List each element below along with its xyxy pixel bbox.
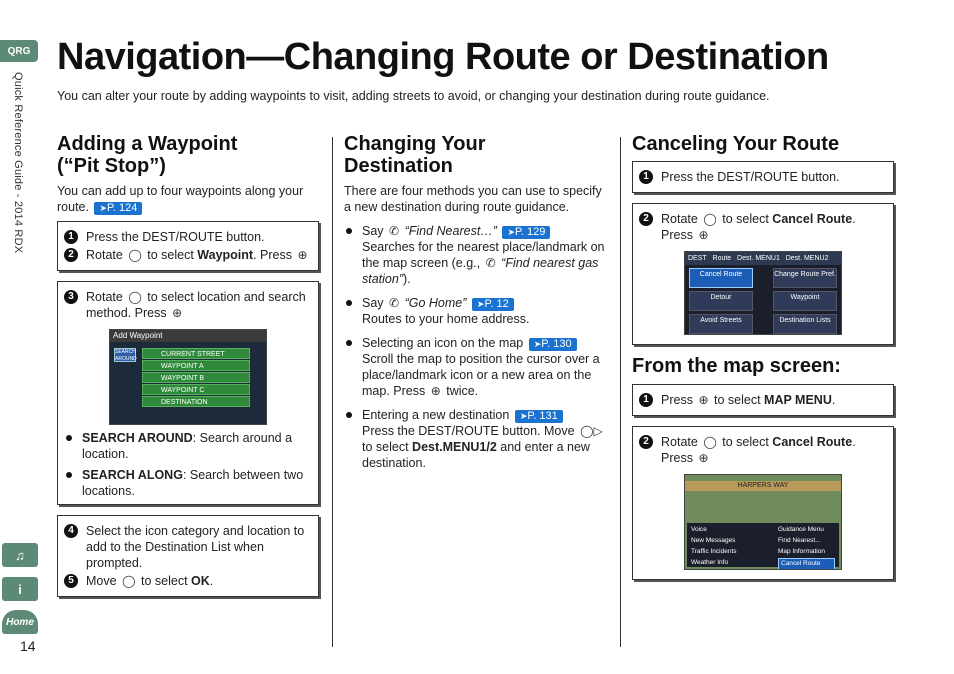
waypoint-body: You can add up to four waypoints along your route. ➤ P. 124 (57, 183, 319, 215)
list-item: Selecting an icon on the map ➤ P. 130 Scroll the map to position the cursor over a place/landmark icon or a new area on the map. Press ⊕ twice. (344, 335, 606, 399)
page-number: 14 (20, 638, 36, 654)
step-box (57, 515, 319, 597)
screen-list (142, 348, 250, 408)
step-box (632, 161, 894, 193)
screen-menu-item: Weather Info (691, 559, 729, 566)
sidebar-vertical-text: Quick Reference Guide - 2014 RDX (12, 72, 24, 254)
step-box (57, 281, 319, 505)
list-item: SEARCH ALONG: Search between two locations. (64, 467, 312, 499)
step-number: 1 (64, 230, 78, 244)
screen-menu-item: Cancel Route (778, 558, 835, 570)
dial-icon: ◯ (703, 212, 717, 226)
step-number: 4 (64, 524, 78, 538)
screen-list-item: WAYPOINT B (142, 372, 250, 383)
list-item: Entering a new destination ➤ P. 131 Press the DEST/ROUTE button. Move ◯▷ to select Dest.MENU1/2 and enter a new destination. (344, 407, 606, 471)
list-item: Say ✆ “Go Home” ➤ P. 12 Routes to your home address. (344, 295, 606, 327)
bullet-dot (66, 435, 72, 441)
screen-menu (687, 523, 839, 567)
step-box (632, 384, 894, 416)
route-menu-screen-image (684, 251, 842, 335)
talk-icon: ✆ (389, 224, 400, 238)
screen-menu-item: Waypoint (773, 291, 837, 311)
home-icon[interactable]: Home (2, 610, 38, 634)
step-item: 2 Rotate ◯ to select Waypoint. Press ⊕ (64, 247, 312, 263)
page-ref-link[interactable]: ➤ P. 131 (515, 410, 563, 423)
talk-icon: ✆ (389, 296, 400, 310)
enter-icon: ⊕ (297, 248, 308, 262)
enter-icon: ⊕ (430, 384, 441, 398)
screen-list-item: DESTINATION (142, 396, 250, 407)
step-number: 2 (639, 212, 653, 226)
enter-icon: ⊕ (698, 451, 709, 465)
screen-menu-item: New Messages (691, 537, 736, 544)
cancel-section (632, 133, 894, 580)
page-intro: You can alter your route by adding waypoints to visit, adding streets to avoid, or changing your destination during route guidance. (57, 89, 770, 103)
page-ref-link[interactable]: ➤ P. 129 (502, 226, 550, 239)
waypoint-section (57, 133, 319, 597)
step-item: 4 Select the icon category and location to add to the Destination List when prompted. (64, 523, 312, 571)
dial-icon: ◯ (128, 290, 142, 304)
step-item: 5 Move ◯ to select OK. (64, 573, 312, 589)
screen-menu-item: Find Nearest... (778, 537, 821, 544)
destination-section (344, 133, 606, 471)
screen-menu-item: Avoid Streets (689, 314, 753, 334)
list-item: SEARCH AROUND: Search around a location. (64, 430, 312, 462)
step-item: 2 Rotate ◯ to select Cancel Route. Press ⊕ (639, 434, 887, 466)
enter-icon: ⊕ (698, 228, 709, 242)
enter-icon: ⊕ (172, 306, 183, 320)
step-item: 1 Press the DEST/ROUTE button. (64, 229, 312, 245)
step-box (57, 221, 319, 271)
voice-icon[interactable]: ♫ (2, 543, 38, 567)
screen-menu-item: Detour (689, 291, 753, 311)
left-sidebar (0, 0, 40, 674)
screen-list-item: WAYPOINT C (142, 384, 250, 395)
bullet-dot (346, 228, 352, 234)
bullet-dot (346, 340, 352, 346)
step-item: 1 Press the DEST/ROUTE button. (639, 169, 887, 185)
talk-icon: ✆ (485, 256, 496, 270)
step-number: 1 (639, 393, 653, 407)
screen-menu-item: Guidance Menu (778, 526, 824, 533)
screen-tabs: DEST Route Dest. MENU1 Dest. MENU2 (685, 252, 841, 265)
screen-menu-item: Destination Lists (773, 314, 837, 334)
joystick-icon: ◯▷ (580, 424, 603, 438)
column-divider (620, 137, 621, 647)
step-number: 2 (639, 435, 653, 449)
step-item: 3 Rotate ◯ to select location and search method. Press ⊕ (64, 289, 312, 321)
screen-menu-item: Voice (691, 526, 707, 533)
map-menu-screen-image (684, 474, 842, 570)
screen-title: Add Waypoint (110, 330, 266, 342)
destination-body: There are four methods you can use to specify a new destination during route guidance. (344, 184, 602, 214)
dial-icon: ◯ (128, 248, 142, 262)
cancel-heading: Canceling Your Route (632, 133, 840, 155)
list-item: Say ✆ “Find Nearest…” ➤ P. 129 Searches for the nearest place/landmark on the map screen (e.g., ✆ “Find nearest gas station”). (344, 223, 606, 287)
screen-menu-item: Map Information (778, 548, 825, 555)
destination-heading: Changing Your Destination (344, 133, 486, 177)
screen-menu-item: Traffic Incidents (691, 548, 737, 555)
column-divider (332, 137, 333, 647)
search-around-button: SEARCH AROUND (115, 349, 137, 362)
bullet-dot (346, 300, 352, 306)
page-title: Navigation—Changing Route or Destination (57, 36, 829, 78)
page-ref-link[interactable]: ➤ P. 12 (472, 298, 514, 311)
step-box (632, 203, 894, 345)
step-number: 3 (64, 290, 78, 304)
bullet-dot (346, 412, 352, 418)
screen-road-label: HARPERS WAY (685, 481, 841, 491)
enter-icon: ⊕ (698, 393, 709, 407)
screen-list-item: CURRENT STREET (142, 348, 250, 359)
step-item: 1 Press ⊕ to select MAP MENU. (639, 392, 887, 408)
info-icon[interactable]: i (2, 577, 38, 601)
screen-menu-item: Cancel Route (689, 268, 753, 288)
page-ref-link[interactable]: ➤ P. 124 (94, 202, 142, 215)
step-number: 5 (64, 574, 78, 588)
page-ref-link[interactable]: ➤ P. 130 (529, 338, 577, 351)
step-item: 2 Rotate ◯ to select Cancel Route. Press ⊕ (639, 211, 887, 243)
screen-list-item: WAYPOINT A (142, 360, 250, 371)
step-box (632, 426, 894, 580)
dial-icon: ◯ (703, 435, 717, 449)
step-number: 1 (639, 170, 653, 184)
waypoint-screen-image (109, 329, 267, 425)
step-number: 2 (64, 248, 78, 262)
qrg-tab[interactable]: QRG (0, 40, 38, 62)
joystick-icon: ◯ (122, 574, 136, 588)
map-screen-heading: From the map screen: (632, 355, 841, 377)
screen-grid (689, 268, 837, 334)
screen-menu-item: Change Route Pref. (773, 268, 837, 288)
waypoint-heading: Adding a Waypoint (“Pit Stop”) (57, 133, 238, 177)
bullet-dot (66, 472, 72, 478)
